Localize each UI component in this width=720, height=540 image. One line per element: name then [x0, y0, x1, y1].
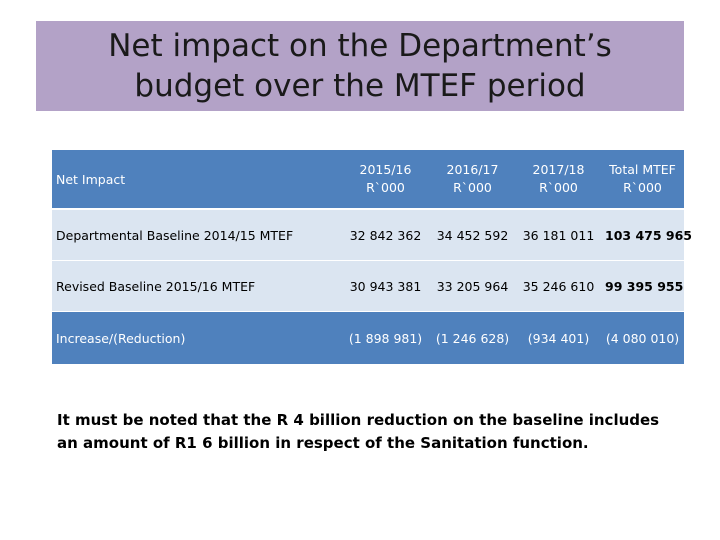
- row-label: Revised Baseline 2015/16 MTEF: [52, 261, 342, 312]
- slide-title: Net impact on the Department’s budget over the MTEF period: [108, 28, 612, 104]
- table-row: [52, 312, 684, 365]
- cell-value: (1 246 628): [429, 312, 516, 365]
- table-header-row: [52, 150, 684, 209]
- cell-value: (1 898 981): [342, 312, 429, 365]
- header-col-2016-17: 2016/17 R`000: [429, 150, 516, 209]
- footnote: It must be noted that the R 4 billion reduction on the baseline includes an amount of R1 6 billion in respect of the Sanitation function.: [57, 411, 660, 452]
- row-label: Increase/(Reduction): [52, 312, 342, 365]
- table-row: [52, 209, 684, 261]
- header-col-total-mtef: Total MTEF R`000: [601, 150, 684, 209]
- header-col-2017-18: 2017/18 R`000: [516, 150, 601, 209]
- cell-total: 99 395 955: [601, 261, 684, 312]
- cell-value: 34 452 592: [429, 209, 516, 261]
- header-label: Net Impact: [52, 150, 342, 209]
- header-col-2015-16: 2015/16 R`000: [342, 150, 429, 209]
- cell-value: 32 842 362: [342, 209, 429, 261]
- table-row: [52, 261, 684, 312]
- cell-value: 33 205 964: [429, 261, 516, 312]
- cell-total: 103 475 965: [601, 209, 684, 261]
- cell-total: (4 080 010): [601, 312, 684, 365]
- row-label: Departmental Baseline 2014/15 MTEF: [52, 209, 342, 261]
- cell-value: 36 181 011: [516, 209, 601, 261]
- budget-table: [52, 150, 692, 364]
- cell-value: 35 246 610: [516, 261, 601, 312]
- cell-value: (934 401): [516, 312, 601, 365]
- cell-value: 30 943 381: [342, 261, 429, 312]
- title-band: [36, 21, 684, 111]
